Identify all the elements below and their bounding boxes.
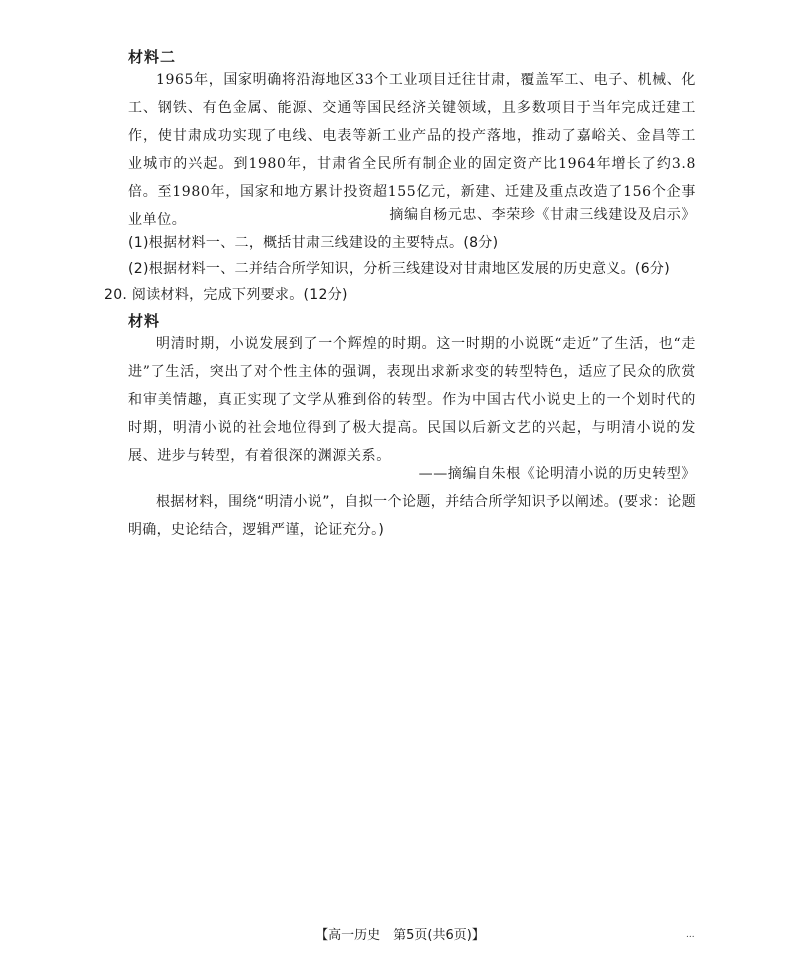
question-20-material-paragraph: 明清时期，小说发展到了一个辉煌的时期。这一时期的小说既“走近”了生活，也“走进”了生活，突出了对个性主体的强调，表现出求新求变的转型特色，适应了民众的欣赏和审美情趣，真正实现了文学从雅到俗的转型。作为中国古代小说史上的一个划时代的时期，明清小说的社会地位得到了极大提高。民国以后新文艺的兴起，与明清小说的发展、进步与转型，有着很深的渊源关系。 xyxy=(128,336,696,464)
material-2-title: 材料二 xyxy=(128,48,177,66)
question-20-material-source: ——摘编自朱根《论明清小说的历史转型》 xyxy=(418,466,696,482)
question-20-task: 根据材料，围绕“明清小说”，自拟一个论题，并结合所学知识予以阐述。(要求：论题明确，史论结合，逻辑严谨，论证充分。) xyxy=(128,494,696,538)
question-20-material-title: 材料 xyxy=(128,312,161,330)
material-2-paragraph: 1965年，国家明确将沿海地区33个工业项目迁往甘肃，覆盖军工、电子、机械、化工、钢铁、有色金属、能源、交通等国民经济关键领域，且多数项目于当年完成迁建工作，使甘肃成功实现了电线、电表等新工业产品的投产落地，推动了嘉峪关、金昌等工业城市的兴起。到1980年，甘肃省全民所有制企业的固定资产比1964年增长了约3.8倍。至1980年，国家和地方累计投资超155亿元，新建、迁建及重点改造了156个企事业单位。 xyxy=(128,72,696,228)
question-20-header: 20. 阅读材料，完成下列要求。(12分) xyxy=(104,287,348,303)
material-2-source: 摘编自杨元忠、李荣珍《甘肃三线建设及启示》 xyxy=(389,207,696,223)
corner-mark: ... xyxy=(686,930,695,940)
page-footer: 【高一历史 第5页(共6页)】 xyxy=(315,928,485,943)
question-19-part-2: (2)根据材料一、二并结合所学知识，分析三线建设对甘肃地区发展的历史意义。(6分) xyxy=(128,261,670,277)
question-19-part-1: (1)根据材料一、二，概括甘肃三线建设的主要特点。(8分) xyxy=(128,235,499,251)
